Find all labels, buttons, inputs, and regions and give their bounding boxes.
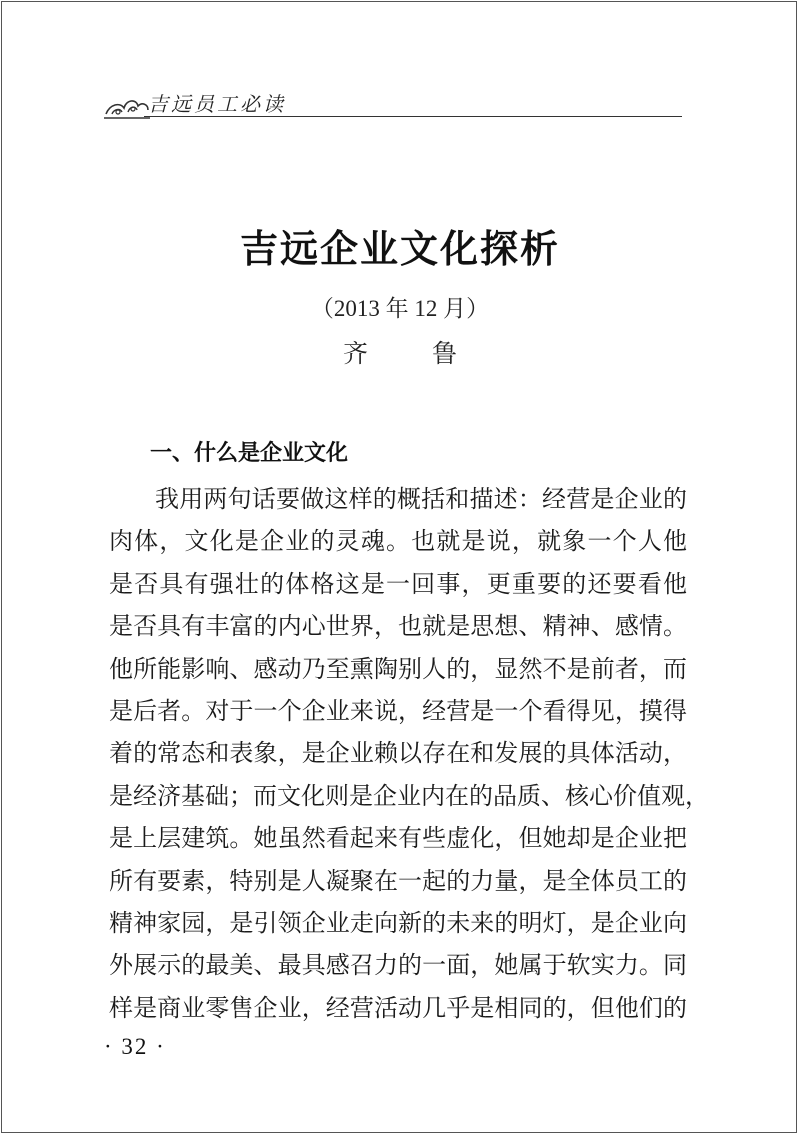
- body-line: 是后者。对于一个企业来说，经营是一个看得见，摸得: [109, 696, 687, 725]
- running-header-title: 吉远员工必读: [148, 92, 286, 116]
- article-date: （2013 年 12 月）: [310, 296, 490, 321]
- article-title: 吉远企业文化探析: [239, 226, 560, 271]
- page-number: · 32 ·: [104, 1034, 166, 1059]
- body-line: 肉体，文化是企业的灵魂。也就是说，就象一个人他: [109, 527, 687, 556]
- header-rule: [144, 116, 682, 117]
- body-line: 着的常态和表象，是企业赖以存在和发展的具体活动，: [109, 739, 687, 768]
- body-line: 是否具有强壮的体格这是一回事，更重要的还要看他: [109, 569, 687, 598]
- body-line: 精神家园，是引领企业走向新的未来的明灯，是企业向: [109, 908, 687, 937]
- body-line: 样是商业零售企业，经营活动几乎是相同的，但他们的: [109, 993, 687, 1022]
- section-heading: 一、什么是企业文化: [150, 441, 349, 466]
- body-line: 外展示的最美、最具感召力的一面，她属于软实力。同: [109, 951, 687, 980]
- body-paragraph: [109, 478, 709, 1029]
- article-author: 齐 鲁: [343, 339, 485, 368]
- body-line: 他所能影响、感动乃至熏陶别人的，显然不是前者，而: [109, 654, 687, 683]
- body-line: 我用两句话要做这样的概括和描述：经营是企业的: [155, 485, 687, 513]
- body-line: 所有要素，特别是人凝聚在一起的力量，是全体员工的: [109, 866, 687, 895]
- body-line: 是否具有丰富的内心世界，也就是思想、精神、感情。: [109, 612, 687, 641]
- body-line: 是上层建筑。她虽然看起来有些虚化，但她却是企业把: [109, 824, 687, 853]
- running-header: [104, 82, 682, 122]
- body-line: 是经济基础；而文化则是企业内在的品质、核心价值观，: [109, 781, 709, 810]
